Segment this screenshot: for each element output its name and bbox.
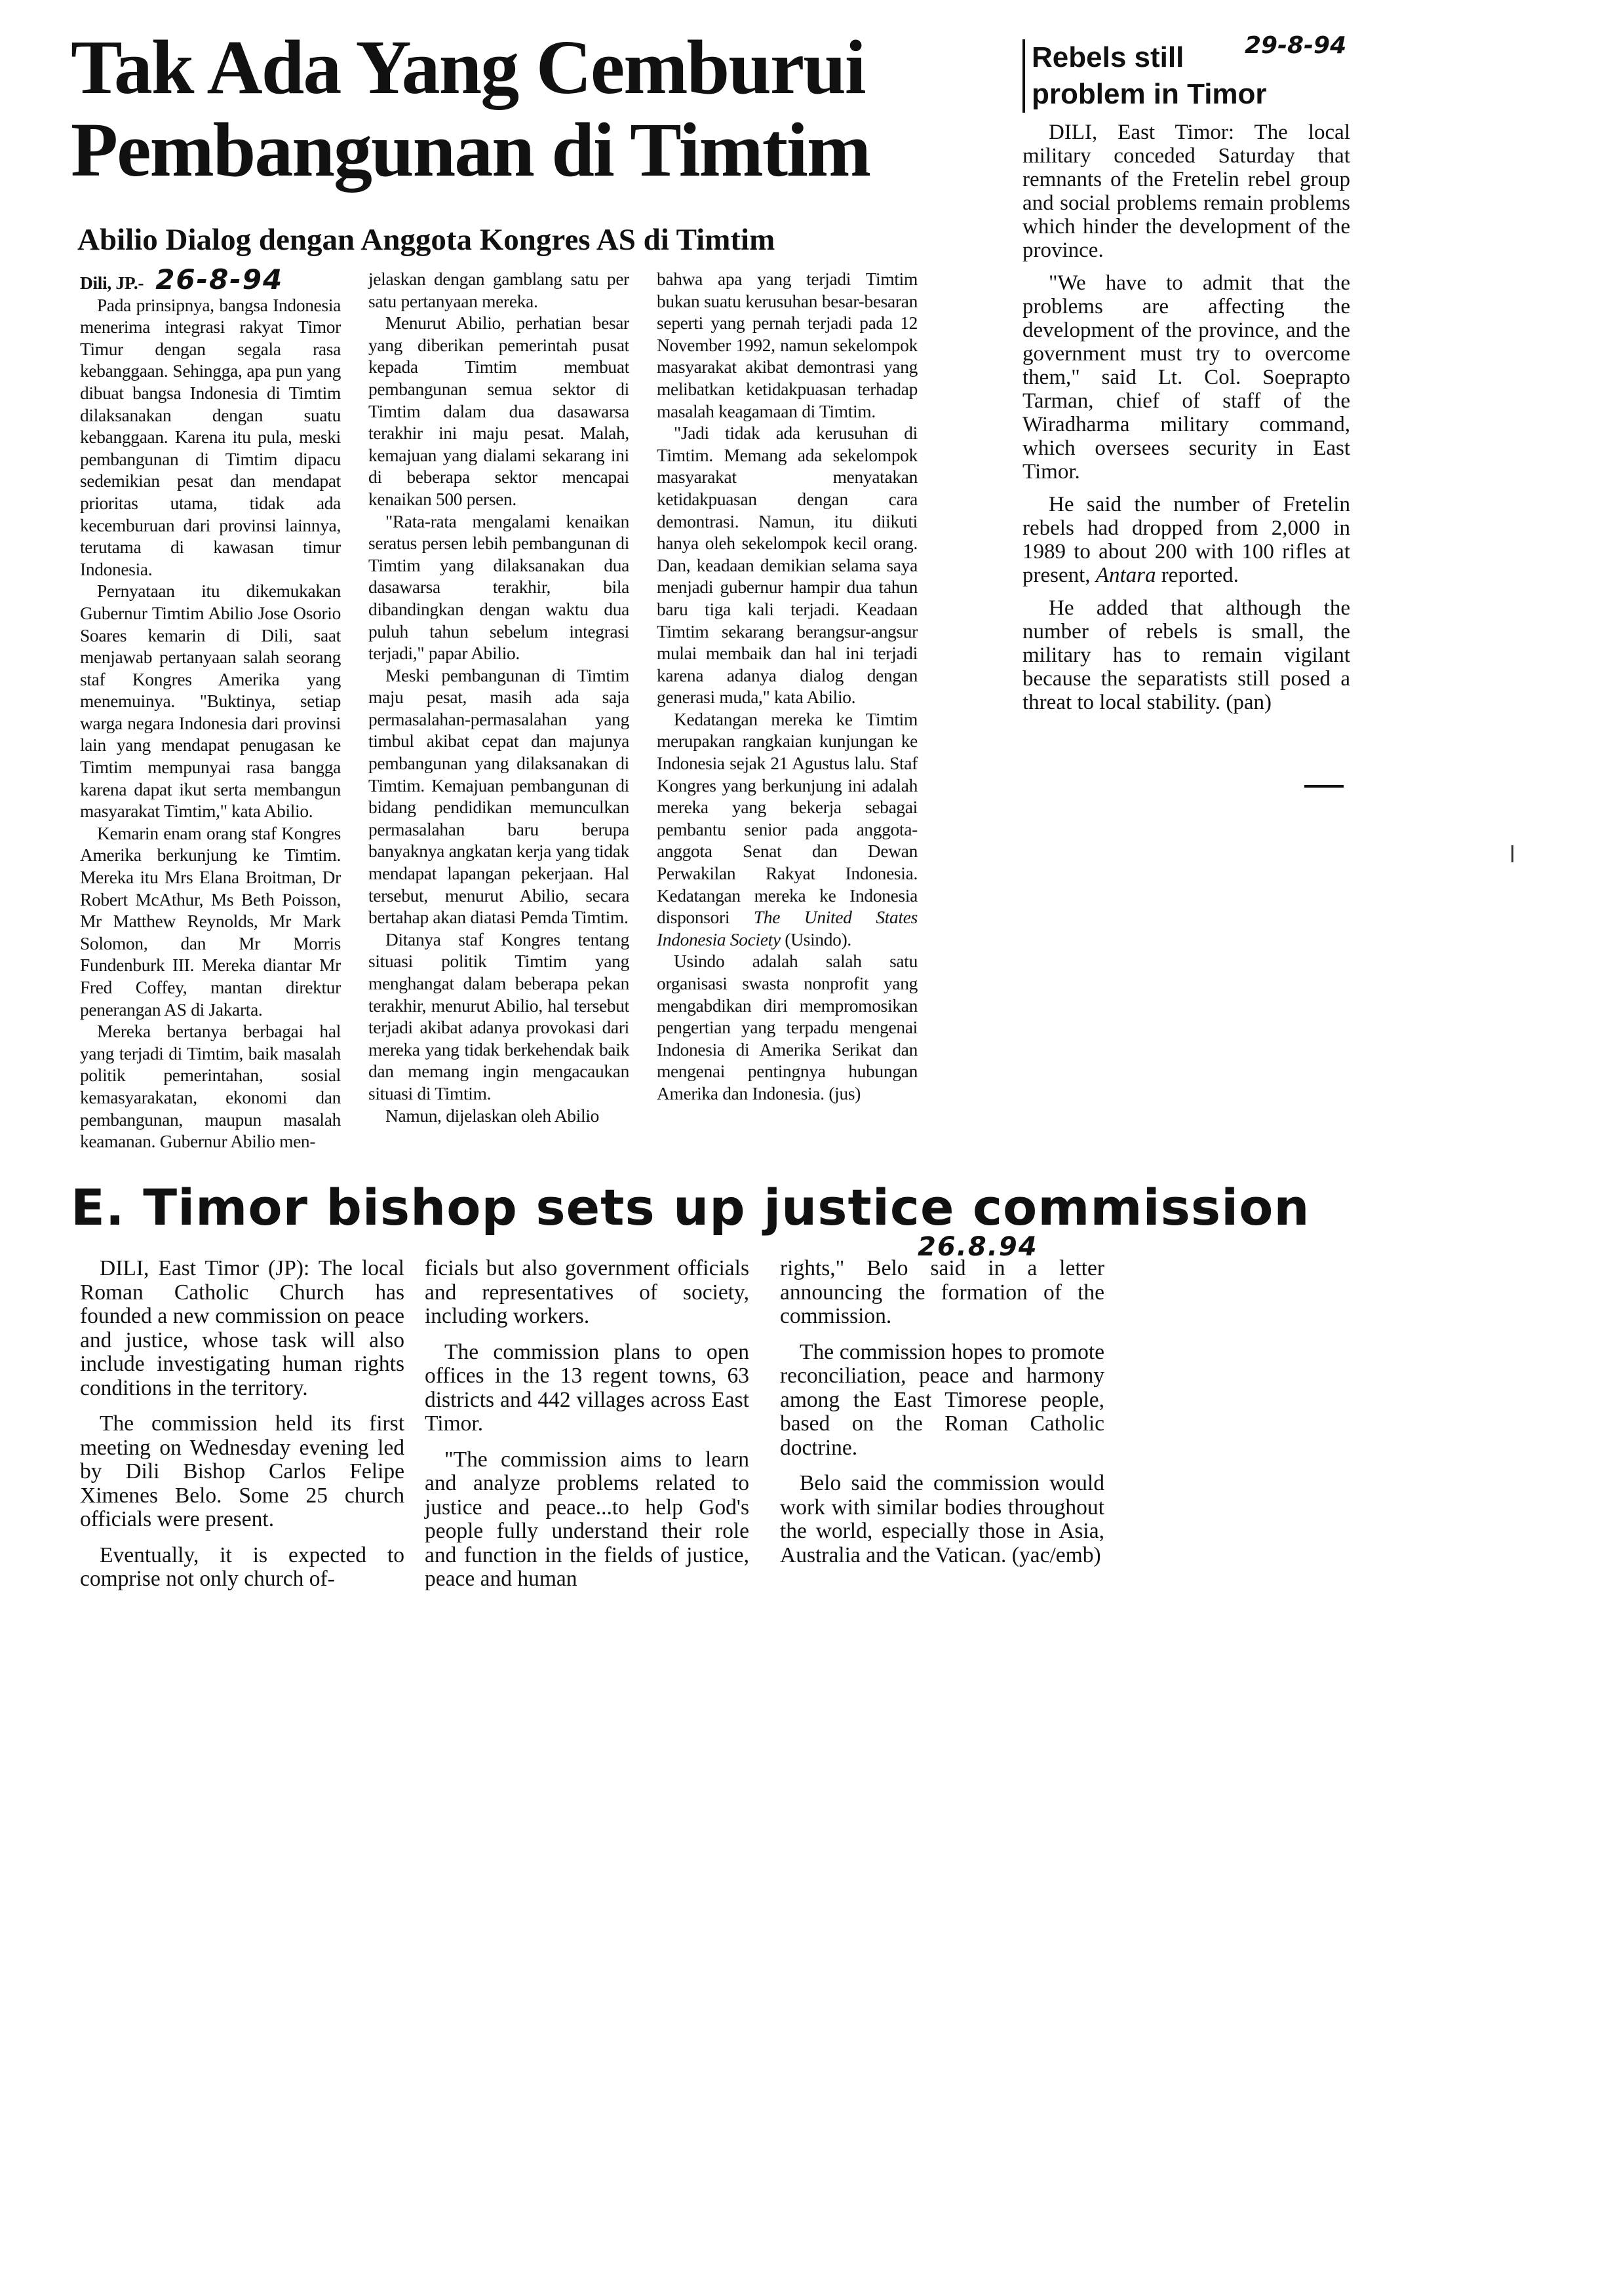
paragraph: DILI, East Timor (JP): The local Roman Catholic Church has founded a new commission on peace and justice, whose task will also include investigating human rights conditions in the territory. — [80, 1256, 404, 1400]
article1-headline — [71, 26, 1008, 191]
paragraph-text: He said the number of Fretelin rebels had dropped from 2,000 in 1989 to about 200 with 100 rifles at present, — [1022, 493, 1350, 587]
source-name: Antara — [1095, 564, 1156, 587]
paragraph: Eventually, it is expected to comprise not only church of- — [80, 1542, 404, 1591]
article3-column-2 — [425, 1257, 749, 1592]
article2-body — [1022, 121, 1350, 714]
sponsor-name: The United States Indonesia Society — [657, 908, 918, 949]
article1-column-1 — [80, 263, 341, 1153]
paragraph: rights," Belo said in a letter announcing the formation of the commission. — [780, 1256, 1104, 1328]
article1-subheadline: Abilio Dialog dengan Anggota Kongres AS di Timtim — [77, 223, 775, 257]
paragraph: bahwa apa yang terjadi Timtim bukan suatu kerusuhan besar-besaran seperti yang pernah terjadi pada 12 November 1992, namun sekelompok masyarakat akibat demontrasi yang melibatkan ketidakpuasan terhadap masalah keagamaan di Timtim. — [657, 269, 918, 421]
paragraph: Usindo adalah salah satu organisasi swasta nonprofit yang mengabdikan diri mempromosikan pengertian yang terpadu mengenai Indonesia di Amerika Serikat dan mengenai pentingnya hubungan Amerika dan Indonesia. (jus) — [657, 951, 918, 1103]
article1-headline-line1: Tak Ada Yang Cemburui — [71, 24, 865, 110]
paragraph: Menurut Abilio, perhatian besar yang diberikan pemerintah pusat kepada Timtim membuat pembangunan semua sektor di Timtim dalam dua dasawarsa terakhir ini maju pesat. Malah, kemajuan yang dialami sekarang ini di beberapa sektor mencapai kenaikan 500 persen. — [368, 313, 629, 509]
paragraph-with-source — [1022, 493, 1350, 587]
paragraph: Belo said the commission would work with similar bodies throughout the world, especially those in Asia, Australia and the Vatican. (yac/emb) — [780, 1471, 1104, 1567]
paragraph: Mereka bertanya berbagai hal yang terjadi di Timtim, baik masalah politik pemerintahan, sosial kemasyarakatan, ekonomi dan pembangunan, maupun masalah keamanan. Gubernur Abilio men- — [80, 1022, 341, 1152]
paragraph: ficials but also government officials and representatives of society, including workers. — [425, 1256, 749, 1328]
paragraph: The commission plans to open offices in the 13 regent towns, 63 districts and 442 villages across East Timor. — [425, 1339, 749, 1436]
paragraph: "We have to admit that the problems are affecting the development of the province, and the government must try to overcome them," said Lt. Col. Soeprapto Tarman, chief of staff of the Wiradharma military command, which oversees security in East Timor. — [1022, 271, 1350, 484]
paragraph: He added that although the number of rebels is small, the military has to remain vigilant because the separatists still posed a threat to local stability. (pan) — [1022, 596, 1350, 714]
paragraph: Kemarin enam orang staf Kongres Amerika berkunjung ke Timtim. Mereka itu Mrs Elana Broitman, Dr Robert McAthur, Ms Beth Poisson, Mr Matthew Reynolds, Mr Mark Solomon, dan Mr Morris Fundenburk III. Mereka diantar Mr Fred Coffey, mantan direktur penerangan AS di Jakarta. — [80, 823, 341, 1020]
paragraph: Ditanya staf Kongres tentang situasi politik Timtim yang menghangat dalam beberapa pekan terakhir, menurut Abilio, hal tersebut terjadi akibat adanya provokasi dari mereka yang tidak berkehendak baik dan memang ingin mengacaukan situasi di Timtim. — [368, 929, 629, 1103]
paragraph: Pernyataan itu dikemukakan Gubernur Timtim Abilio Jose Osorio Soares kemarin di Dili, saat menjawab pertanyaan salah seorang staf Kongres Amerika yang menemuinya. "Buktinya, setiap warga negara Indonesia dari provinsi lain yang mendapat penugasan ke Timtim mempunyai rasa bangga karena dapat ikut serta membangun masyarakat Timtim," kata Abilio. — [80, 581, 341, 822]
paragraph: The commission held its first meeting on Wednesday evening led by Dili Bishop Carlos Felipe Ximenes Belo. Some 25 church officials were present. — [80, 1411, 404, 1531]
article1-column-2 — [368, 269, 629, 1127]
paragraph: DILI, East Timor: The local military conceded Saturday that remnants of the Fretelin rebel group and social problems remain problems which hinder the development of the province. — [1022, 121, 1350, 262]
paragraph: Pada prinsipnya, bangsa Indonesia menerima integrasi rakyat Timor Timur dengan segala rasa kebanggaan. Sehingga, apa pun yang dibuat bangsa Indonesia di Timtim dilaksanakan dengan suatu kebanggaan. Karena itu pula, meski pembangunan di Timtim dipacu sedemikian pesat dan mendapat prioritas utama, tidak ada kecemburuan dari provinsi lainnya, terutama di kawasan timur Indonesia. — [80, 295, 341, 579]
article3-handwritten-date: 26.8.94 — [918, 1232, 1038, 1262]
article1-headline-line2: Pembangunan di Timtim — [71, 107, 870, 193]
article3-column-1 — [80, 1257, 404, 1592]
margin-mark — [1511, 845, 1513, 862]
article2-headline — [1022, 32, 1372, 113]
paragraph-with-sponsor — [657, 709, 918, 951]
article1-column-3 — [657, 269, 918, 1105]
paragraph: "Rata-rata mengalami kenaikan seratus persen lebih pembangunan di Timtim yang dilaksanakan dua dasawarsa terakhir, bila dibandingkan dengan waktu dua puluh tahun sebelum integrasi terjadi," papar Abilio. — [368, 511, 629, 664]
article1-dateline-line — [80, 263, 341, 296]
article2-handwritten-date: 29-8-94 — [1245, 32, 1347, 59]
paragraph: jelaskan dengan gamblang satu per satu pertanyaan mereka. — [368, 269, 629, 311]
article2-headline-line1: Rebels still — [1032, 41, 1184, 73]
paragraph: The commission hopes to promote reconciliation, peace and harmony among the East Timorese people, based on the Roman Catholic doctrine. — [780, 1339, 1104, 1460]
paragraph-text: Kedatangan mereka ke Timtim merupakan rangkaian kunjungan ke Indonesia sejak 21 Agustus lalu. Staf Kongres yang berkunjung ini adalah mereka yang bekerja sebagai pembantu senior pada anggota-anggota Senat dan Dewan Perwakilan Rakyat Indonesia. Kedatangan mereka ke Indonesia disponsori — [657, 709, 918, 928]
paragraph: Namun, dijelaskan oleh Abilio — [385, 1105, 600, 1126]
paragraph: "Jadi tidak ada kerusuhan di Timtim. Memang ada sekelompok masyarakat menyatakan ketidakpuasan dengan cara demontrasi. Namun, itu diikuti hanya oleh sekelompok kecil orang. Dan, keadaan demikian selama saya menjadi gubernur hampir dua tahun baru tiga kali terjadi. Keadaan Timtim sekarang berangsur-angsur mulai membaik dan hal ini terjadi karena adanya dialog dengan generasi muda," kata Abilio. — [657, 423, 918, 708]
article1-dateline: Dili, JP.- — [80, 273, 144, 293]
sponsor-tail: (Usindo). — [785, 929, 851, 949]
source-tail: reported. — [1161, 564, 1239, 587]
paragraph: Meski pembangunan di Timtim maju pesat, masih ada saja permasalahan-permasalahan yang timbul akibat cepat dan majunya pembangunan yang dilaksanakan di Timtim. Kemajuan pembangunan di bidang pendidikan memunculkan permasalahan baru berupa banyaknya angkatan kerja yang tidak mendapat lapangan pekerjaan. Hal tersebut, menurut Abilio, secara bertahap akan diatasi Pemda Timtim. — [368, 665, 629, 928]
end-mark-divider — [1304, 785, 1344, 788]
article3-column-3 — [780, 1257, 1104, 1567]
article1-handwritten-date: 26-8-94 — [155, 263, 284, 296]
paragraph: "The commission aims to learn and analyze problems related to justice and peace...to help God's people fully understand their role and function in the fields of justice, peace and human — [425, 1447, 749, 1591]
article3-headline: E. Timor bishop sets up justice commission — [71, 1178, 1310, 1236]
article2-headline-line2: problem in Timor — [1032, 78, 1267, 110]
